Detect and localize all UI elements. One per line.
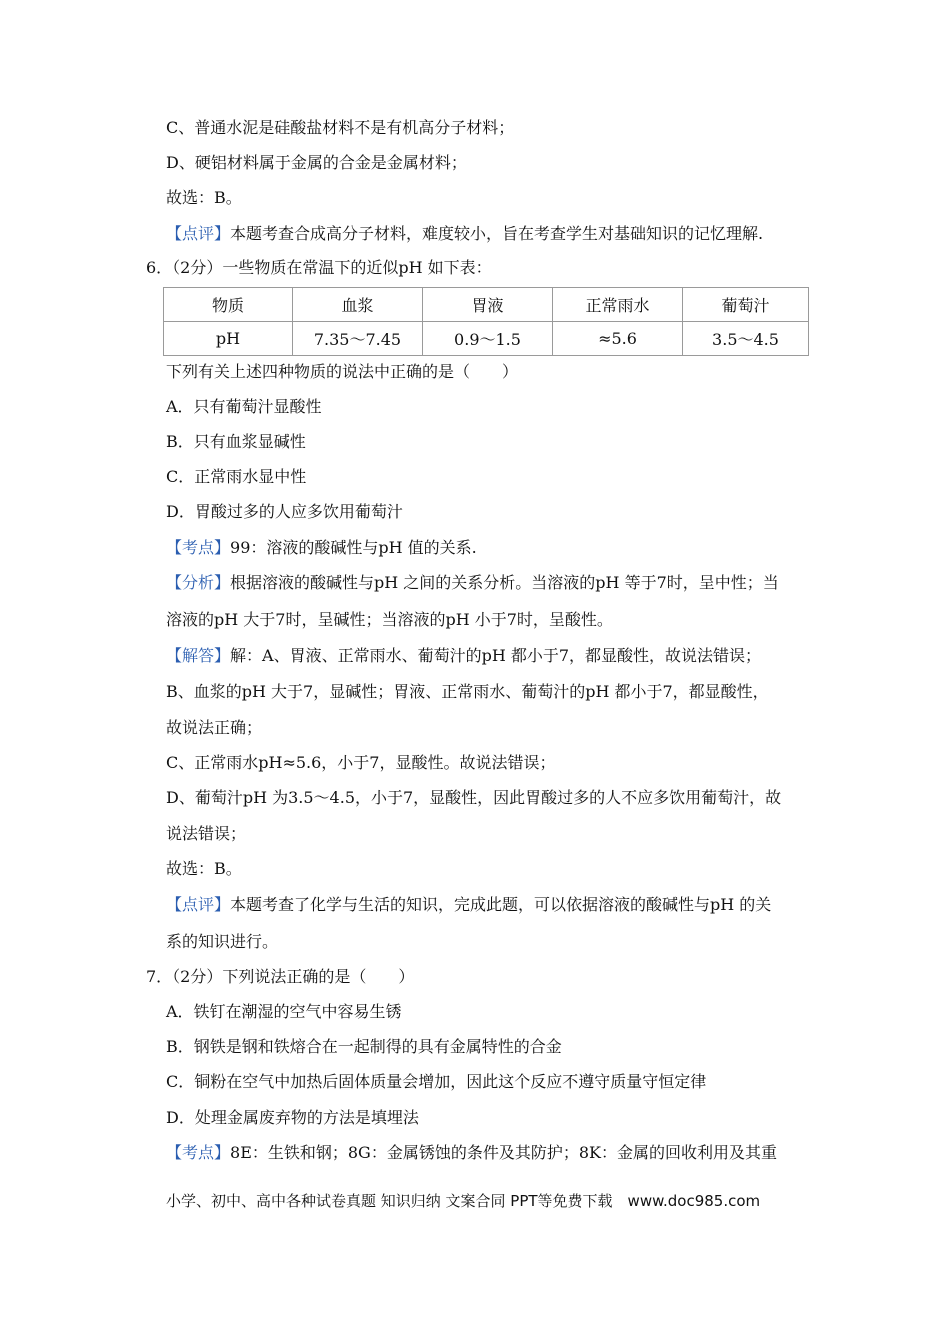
q6-question: 下列有关上述四种物质的说法中正确的是（ ） bbox=[166, 362, 519, 381]
table-header-cell: 葡萄汁 bbox=[683, 288, 809, 322]
q6-fenxi bbox=[166, 573, 779, 593]
comment-text: 本题考查合成高分子材料，难度较小，旨在考查学生对基础知识的记忆理解. bbox=[230, 224, 764, 243]
q6-stem: 6．（2分）一些物质在常温下的近似pH 如下表： bbox=[146, 258, 492, 277]
table-header-cell: 胃液 bbox=[423, 288, 553, 322]
q6-dianping-line2: 系的知识进行。 bbox=[166, 932, 279, 951]
q7-option-a: A．铁钉在潮湿的空气中容易生锈 bbox=[166, 1002, 402, 1021]
jieda-line: D、葡萄汁pH 为3.5～4.5，小于7，显酸性，因此胃酸过多的人不应多饮用葡萄汁，故 bbox=[166, 788, 782, 807]
q6-option-a: A．只有葡萄汁显酸性 bbox=[166, 397, 322, 416]
fenxi-tag: 【分析】 bbox=[166, 573, 231, 592]
prev-option-d: D、硬铝材料属于金属的合金是金属材料； bbox=[166, 153, 467, 172]
q6-kaodian bbox=[166, 538, 477, 558]
q7-option-b: B．钢铁是钢和铁熔合在一起制得的具有金属特性的合金 bbox=[166, 1037, 562, 1056]
q7-kaodian bbox=[166, 1143, 777, 1163]
jieda-line: 故选：B。 bbox=[166, 859, 242, 878]
q7-option-c: C．铜粉在空气中加热后固体质量会增加，因此这个反应不遵守质量守恒定律 bbox=[166, 1072, 707, 1091]
jieda-tag: 【解答】 bbox=[166, 646, 231, 665]
table-cell: pH bbox=[164, 322, 293, 356]
q6-fenxi-line2: 溶液的pH 大于7时，呈碱性；当溶液的pH 小于7时，呈酸性。 bbox=[166, 610, 613, 629]
prev-comment bbox=[166, 224, 763, 244]
kaodian-tag: 【考点】 bbox=[166, 1143, 231, 1162]
kaodian-text: 8E：生铁和钢；8G：金属锈蚀的条件及其防护；8K：金属的回收利用及其重 bbox=[230, 1143, 777, 1162]
table-row bbox=[164, 288, 809, 322]
table-cell: ≈5.6 bbox=[553, 322, 683, 356]
q7-stem: 7．（2分）下列说法正确的是（ ） bbox=[146, 967, 415, 986]
kaodian-tag: 【考点】 bbox=[166, 538, 231, 557]
table-row bbox=[164, 322, 809, 356]
q6-option-b: B．只有血浆显碱性 bbox=[166, 432, 306, 451]
page-footer: 小学、初中、高中各种试卷真题 知识归纳 文案合同 PPT等免费下载 www.doc985.com bbox=[166, 1192, 761, 1210]
dianping-tag: 【点评】 bbox=[166, 895, 231, 914]
q6-dianping bbox=[166, 895, 771, 915]
q7-option-d: D．处理金属废弃物的方法是填埋法 bbox=[166, 1108, 419, 1127]
table-header-cell: 血浆 bbox=[293, 288, 423, 322]
table-header-cell: 物质 bbox=[164, 288, 293, 322]
jieda-line: 说法错误； bbox=[166, 824, 247, 843]
prev-option-c: C、普通水泥是硅酸盐材料不是有机高分子材料； bbox=[166, 118, 515, 137]
prev-answer: 故选：B。 bbox=[166, 188, 242, 207]
q6-jieda bbox=[166, 646, 761, 666]
q6-option-d: D．胃酸过多的人应多饮用葡萄汁 bbox=[166, 502, 403, 521]
dianping-text: 本题考查了化学与生活的知识，完成此题，可以依据溶液的酸碱性与pH 的关 bbox=[230, 895, 772, 914]
comment-tag: 【点评】 bbox=[166, 224, 231, 243]
jieda-text: 解：A、胃液、正常雨水、葡萄汁的pH 都小于7，都显酸性，故说法错误； bbox=[230, 646, 762, 665]
fenxi-text: 根据溶液的酸碱性与pH 之间的关系分析。当溶液的pH 等于7时，呈中性；当 bbox=[230, 573, 779, 592]
ph-table bbox=[163, 287, 809, 356]
q6-option-c: C．正常雨水显中性 bbox=[166, 467, 307, 486]
table-cell: 3.5～4.5 bbox=[683, 322, 809, 356]
jieda-line: C、正常雨水pH≈5.6，小于7，显酸性。故说法错误； bbox=[166, 753, 556, 772]
jieda-line: B、血浆的pH 大于7，显碱性；胃液、正常雨水、葡萄汁的pH 都小于7，都显酸性， bbox=[166, 682, 769, 701]
kaodian-text: 99：溶液的酸碱性与pH 值的关系. bbox=[230, 538, 477, 557]
table-cell: 7.35～7.45 bbox=[293, 322, 423, 356]
table-cell: 0.9～1.5 bbox=[423, 322, 553, 356]
jieda-line: 故说法正确； bbox=[166, 718, 263, 737]
table-header-cell: 正常雨水 bbox=[553, 288, 683, 322]
